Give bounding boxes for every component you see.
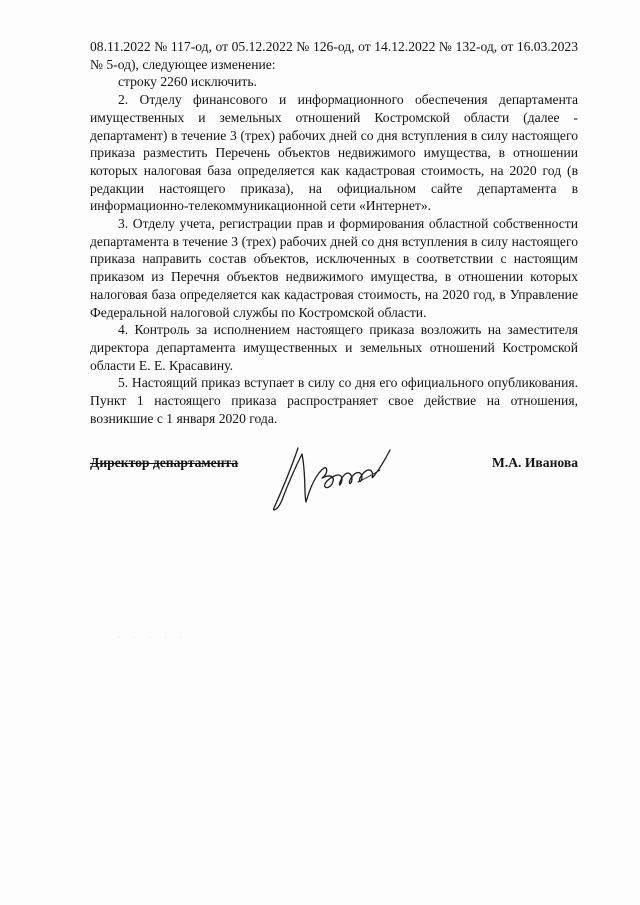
signer-title: Директор департамента	[90, 455, 239, 470]
handwritten-signature	[262, 438, 412, 518]
paragraph-5: 5. Настоящий приказ вступает в силу со дня его официального опубликования. Пункт 1 настоящего приказа распространяет свое действие на отношения, возникшие с 1 января 2020 года.	[90, 375, 578, 426]
paragraph-continuation: 08.11.2022 № 117-од, от 05.12.2022 № 126-од, от 14.12.2022 № 132-од, от 16.03.2023 № 5-од), следующее изменение:	[90, 39, 578, 72]
paragraph-4: 4. Контроль за исполнением настоящего приказа возложить на заместителя директора департамента имущественных и земельных отношений Костромской области Е. Е. Красавину.	[90, 322, 578, 373]
paragraph-2: 2. Отделу финансового и информационного обеспечения департамента имущественных и земельных отношений Костромской области (далее - департамент) в течение 3 (трех) рабочих дней со дня вступления в силу настоящего приказа разместить Перечень объектов недвижимого имущества, в отношении которых налоговая база определяется как кадастровая стоимость, на 2020 год (в редакции настоящего приказа), на официальном сайте департамента в информационно-телекоммуникационной сети «Интернет».	[90, 92, 578, 214]
signer-name: М.А. Иванова	[492, 455, 578, 470]
paragraph-3: 3. Отделу учета, регистрации прав и формирования областной собственности департамента в течение 3 (трех) рабочих дней со дня вступления в силу настоящего приказа направить состав объектов, исключенных в соответствии с настоящим приказом из Перечня объектов недвижимого имущества, в отношении которых налоговая база определяется как кадастровая стоимость, на 2020 год, в Управление Федеральной налоговой службы по Костромской области.	[90, 216, 578, 320]
document-body	[90, 38, 578, 427]
paragraph-exclude-line: строку 2260 исключить.	[118, 74, 257, 90]
scan-specks: · · · · ·	[118, 635, 188, 641]
